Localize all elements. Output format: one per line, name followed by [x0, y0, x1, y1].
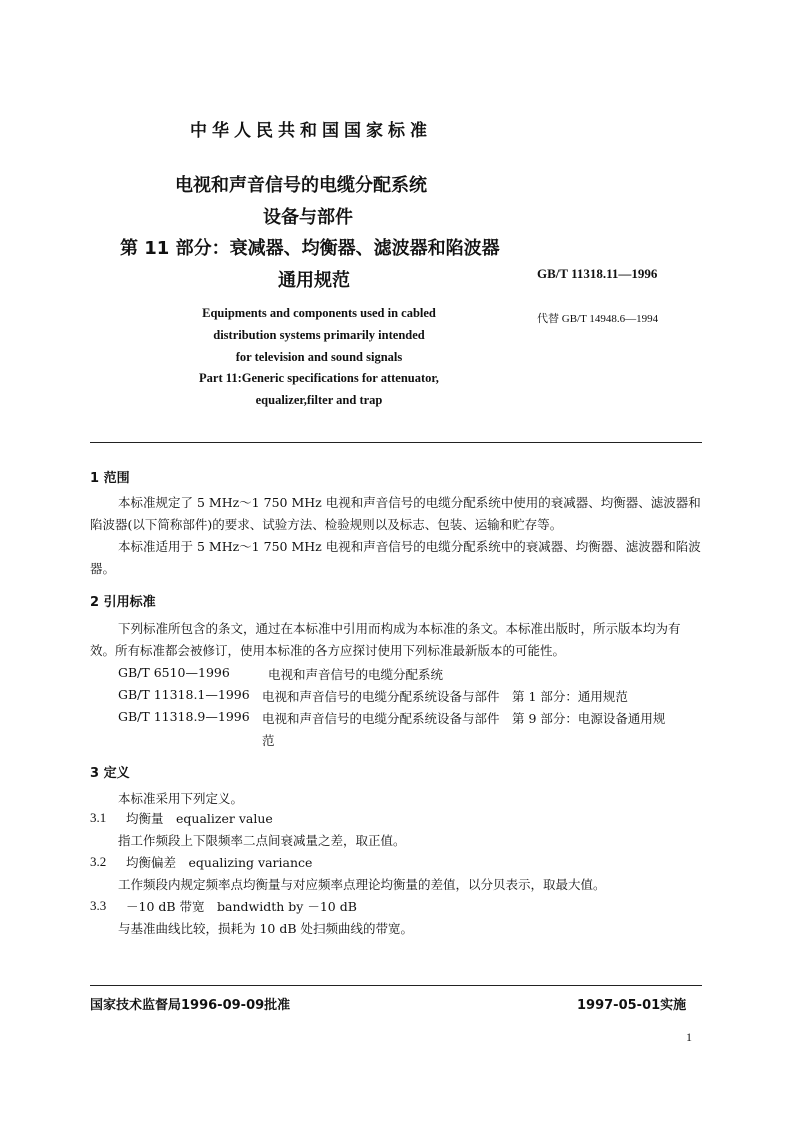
effective-date: 1997-05-01实施 — [577, 998, 687, 1013]
footer-divider — [90, 985, 702, 986]
section-3-heading: 3 定义 — [90, 766, 130, 781]
section-2-heading: 2 引用标准 — [90, 595, 156, 610]
section-2-intro: 下列标准所包含的条文，通过在本标准中引用而构成为本标准的条文。本标准出版时，所示版本均为有效。所有标准都会被修订，使用本标准的各方应探讨使用下列标准最新版本的可能性。 — [90, 621, 681, 658]
def-3-1-term: 均衡量 equalizer value — [126, 811, 273, 826]
english-title-line-5: equalizer,filter and trap — [255, 393, 383, 407]
def-3-3-desc: 与基准曲线比较，损耗为 10 dB 处扫频曲线的带宽。 — [118, 921, 414, 936]
ref-code-2: GB/T 11318.1—1996 — [118, 687, 250, 702]
title-line-1: 电视和声音信号的电缆分配系统 — [175, 175, 427, 196]
page-number: 1 — [686, 1030, 692, 1044]
ref-title-1: 电视和声音信号的电缆分配系统 — [268, 667, 444, 682]
def-3-1-desc: 指工作频段上下限频率二点间衰减量之差，取正值。 — [118, 833, 406, 848]
section-1-heading: 1 范围 — [90, 471, 130, 486]
english-title-line-3: for television and sound signals — [235, 350, 403, 364]
def-3-3-term: －10 dB 带宽 bandwidth by －10 dB — [126, 899, 357, 914]
section-1-paragraph-2: 本标准适用于 5 MHz～1 750 MHz 电视和声音信号的电缆分配系统中的衰减器、均衡器、滤波器和陷波器。 — [90, 539, 701, 576]
approval-date: 国家技术监督局1996-09-09批准 — [90, 998, 291, 1013]
title-line-4: 通用规范 — [278, 270, 350, 291]
standard-number: GB/T 11318.11—1996 — [537, 266, 658, 281]
ref-code-3: GB/T 11318.9—1996 — [118, 709, 250, 724]
english-title-line-2: distribution systems primarily intended — [213, 328, 425, 342]
section-1-paragraph-1: 本标准规定了 5 MHz～1 750 MHz 电视和声音信号的电缆分配系统中使用的衰减器、均衡器、滤波器和陷波器(以下简称部件)的要求、试验方法、检验规则以及标志、包装、运输和贮存等。 — [90, 495, 701, 532]
ref-title-3: 电视和声音信号的电缆分配系统设备与部件 第 9 部分：电源设备通用规 — [262, 711, 666, 726]
ref-title-2: 电视和声音信号的电缆分配系统设备与部件 第 1 部分：通用规范 — [262, 689, 628, 704]
english-title-line-4: Part 11:Generic specifications for attenuator, — [199, 371, 439, 385]
title-line-2: 设备与部件 — [263, 207, 353, 228]
def-3-2-number: 3.2 — [90, 854, 107, 869]
def-3-2-term: 均衡偏差 equalizing variance — [126, 855, 313, 870]
english-title-line-1: Equipments and components used in cabled — [202, 306, 436, 320]
def-3-2-desc: 工作频段内规定频率点均衡量与对应频率点理论均衡量的差值，以分贝表示，取最大值。 — [118, 877, 606, 892]
section-3-intro: 本标准采用下列定义。 — [118, 791, 244, 806]
ref-title-3-continuation: 范 — [262, 733, 275, 748]
header-divider — [90, 442, 702, 443]
title-line-3: 第 11 部分：衰减器、均衡器、滤波器和陷波器 — [120, 238, 500, 259]
def-3-3-number: 3.3 — [90, 898, 107, 913]
def-3-1-number: 3.1 — [90, 810, 107, 825]
replaces-standard: 代替 GB/T 14948.6—1994 — [537, 313, 659, 325]
ref-code-1: GB/T 6510—1996 — [118, 665, 230, 680]
national-standard-heading: 中华人民共和国国家标准 — [190, 121, 432, 141]
